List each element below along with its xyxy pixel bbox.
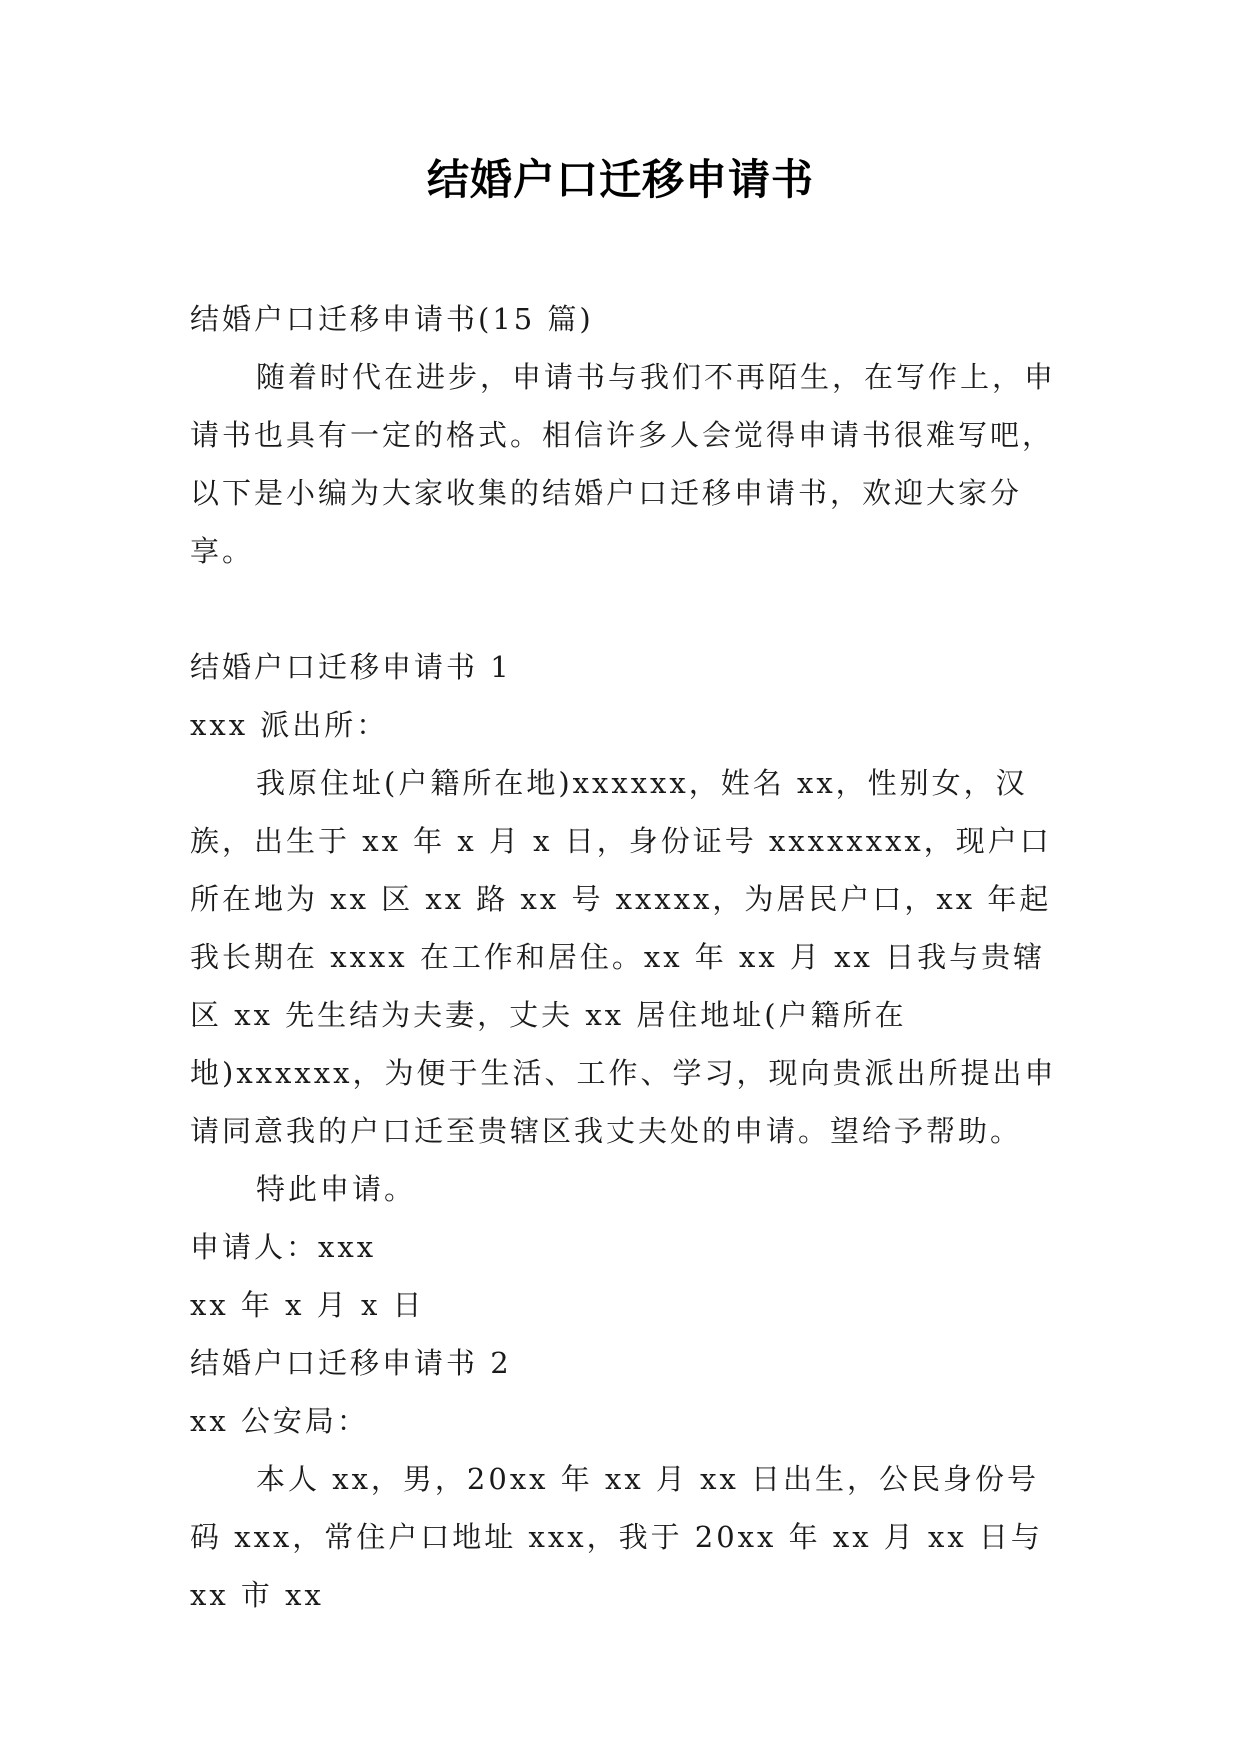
letter1-signature: 申请人：xxx bbox=[190, 1230, 377, 1264]
document-body bbox=[190, 290, 1060, 1624]
letter1-body: 我原住址(户籍所在地)xxxxxx，姓名 xx，性别女，汉族，出生于 xx 年 x 月 x 日，身份证号 xxxxxxxx，现户口所在地为 xx 区 xx 路 xx 号 xxxxx，为居民户口，xx 年起我长期在 xxxx 在工作和居住。xx 年 xx 月 xx 日我与贵辖区 xx 先生结为夫妻，丈夫 xx 居住地址(户籍所在地)xxxxxx，为便于生活、工作、学习，现向贵派出所提出申请同意我的户口迁至贵辖区我丈夫处的申请。望给予帮助。 bbox=[190, 766, 1057, 1148]
letter2-salutation: xx 公安局： bbox=[190, 1404, 369, 1438]
document-title: 结婚户口迁移申请书 bbox=[426, 155, 814, 204]
letter1-heading: 结婚户口迁移申请书 1 bbox=[190, 650, 512, 684]
document-subtitle: 结婚户口迁移申请书(15 篇) bbox=[190, 302, 594, 336]
letter1-salutation: xxx 派出所： bbox=[190, 708, 389, 742]
letter1-closing: 特此申请。 bbox=[256, 1172, 417, 1206]
intro-paragraph: 随着时代在进步，申请书与我们不再陌生，在写作上，申请书也具有一定的格式。相信许多人会觉得申请书很难写吧，以下是小编为大家收集的结婚户口迁移申请书，欢迎大家分享。 bbox=[190, 360, 1057, 568]
letter2-heading: 结婚户口迁移申请书 2 bbox=[190, 1346, 512, 1380]
letter1-date: xx 年 x 月 x 日 bbox=[190, 1288, 425, 1322]
section-spacer bbox=[190, 580, 1060, 638]
letter2-body: 本人 xx，男，20xx 年 xx 月 xx 日出生，公民身份号码 xxx，常住户口地址 xxx，我于 20xx 年 xx 月 xx 日与 xx 市 xx bbox=[190, 1462, 1043, 1612]
